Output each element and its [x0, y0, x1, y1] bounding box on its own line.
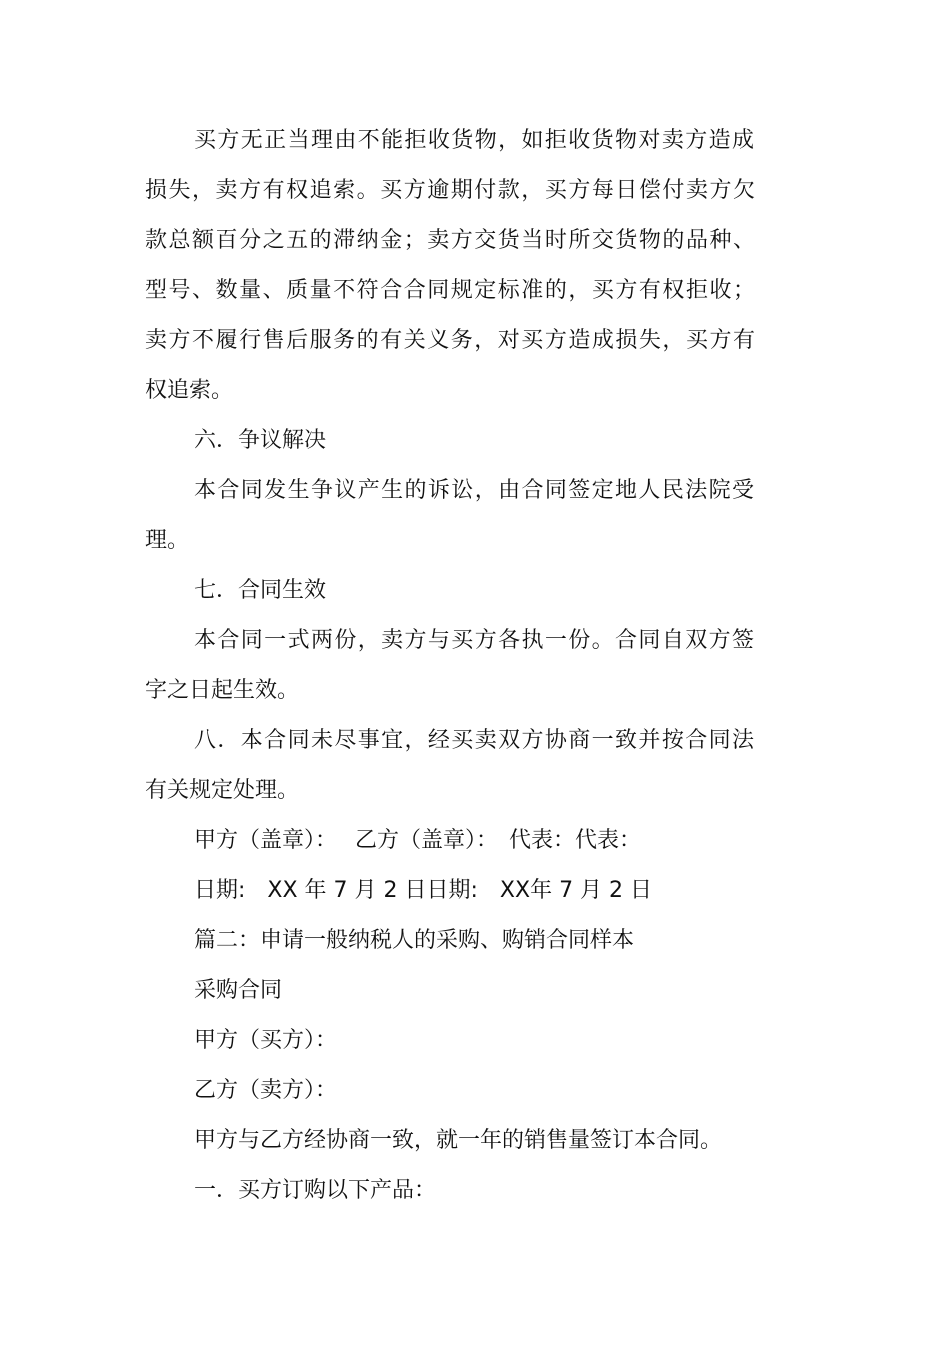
signature-line: 甲方（盖章）： 乙方（盖章）： 代表：代表： — [194, 828, 641, 853]
paragraph-line: 本合同发生争议产生的诉讼，由合同签定地人民法院受 — [194, 478, 754, 503]
document-title: 采购合同 — [194, 978, 283, 1003]
section-heading: 六．争议解决 — [194, 428, 327, 453]
paragraph-line: 损失，卖方有权追索。买方逾期付款，买方每日偿付卖方欠 — [145, 178, 755, 203]
paragraph-line: 理。 — [145, 528, 190, 553]
paragraph-line: 卖方不履行售后服务的有关义务，对买方造成损失，买方有 — [145, 328, 755, 353]
section-heading: 一．买方订购以下产品： — [194, 1178, 437, 1203]
date-line: 日期: XX 年 7 月 2 日日期: XX年 7 月 2 日 — [194, 878, 653, 903]
paragraph-line: 型号、数量、质量不符合合同规定标准的，买方有权拒收； — [145, 278, 755, 303]
paragraph-line: 甲方与乙方经协商一致，就一年的销售量签订本合同。 — [194, 1128, 723, 1153]
paragraph-line: 有关规定处理。 — [145, 778, 300, 803]
paragraph-line: 权追索。 — [145, 378, 234, 403]
paragraph-line: 字之日起生效。 — [145, 678, 300, 703]
paragraph-line: 本合同一式两份，卖方与买方各执一份。合同自双方签 — [194, 628, 754, 653]
section-heading: 八．本合同未尽事宜，经买卖双方协商一致并按合同法 — [194, 728, 754, 753]
section-heading: 七．合同生效 — [194, 578, 327, 603]
section-title: 篇二：申请一般纳税人的采购、购销合同样本 — [194, 928, 635, 953]
paragraph-line: 款总额百分之五的滞纳金；卖方交货当时所交货物的品种、 — [145, 228, 755, 253]
party-b-line: 乙方（卖方）： — [194, 1078, 338, 1103]
party-a-line: 甲方（买方）： — [194, 1028, 338, 1053]
paragraph-line: 买方无正当理由不能拒收货物，如拒收货物对卖方造成 — [194, 128, 754, 153]
